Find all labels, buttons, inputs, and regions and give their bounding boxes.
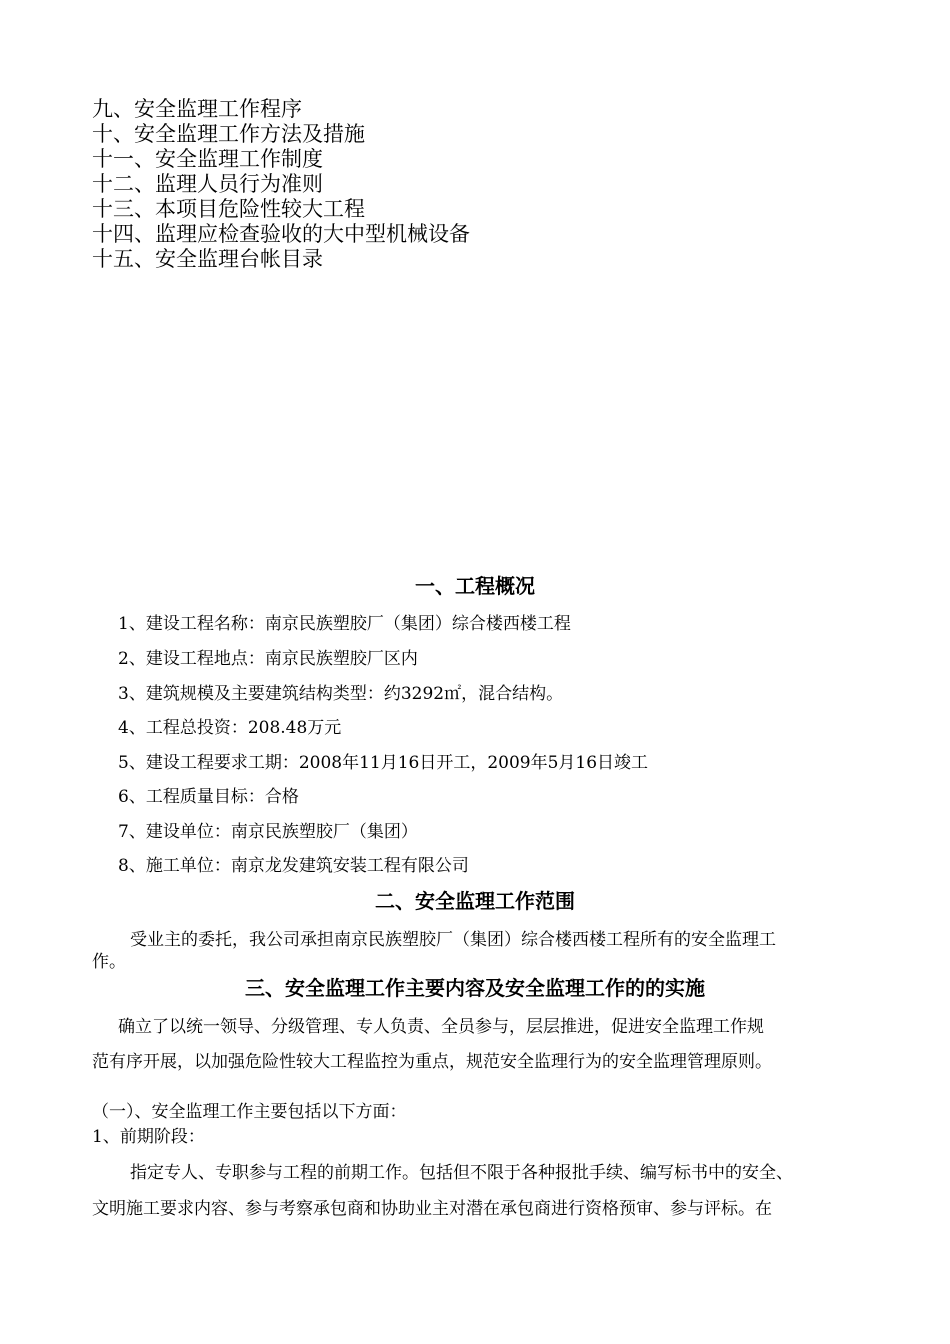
list-item: 8、施工单位：南京龙发建筑安装工程有限公司 (118, 856, 469, 876)
subheading: （一）、安全监理工作主要包括以下方面： (92, 1102, 407, 1122)
list-item: 6、工程质量目标：合格 (118, 787, 299, 807)
toc-item: 十四、监理应检查验收的大中型机械设备 (92, 222, 470, 246)
toc-item: 九、安全监理工作程序 (92, 97, 302, 121)
paragraph-line: 确立了以统一领导、分级管理、专人负责、全员参与，层层推进，促进安全监理工作规 (118, 1017, 764, 1037)
paragraph-line: 受业主的委托，我公司承担南京民族塑胶厂（集团）综合楼西楼工程所有的安全监理工 (130, 930, 776, 950)
paragraph-line: 指定专人、专职参与工程的前期工作。包括但不限于各种报批手续、编写标书中的安全、 (130, 1163, 793, 1183)
list-item: 7、建设单位：南京民族塑胶厂（集团） (118, 822, 418, 842)
list-item: 1、建设工程名称：南京民族塑胶厂（集团）综合楼西楼工程 (118, 614, 571, 634)
section-heading: 一、工程概况 (415, 574, 535, 598)
list-item: 5、建设工程要求工期：2008年11月16日开工，2009年5月16日竣工 (118, 753, 649, 773)
toc-item: 十三、本项目危险性较大工程 (92, 197, 365, 221)
paragraph-line: 作。 (92, 952, 126, 972)
section-heading: 二、安全监理工作范围 (375, 889, 575, 913)
list-item: 4、工程总投资：208.48万元 (118, 718, 342, 738)
list-item: 3、建筑规模及主要建筑结构类型：约3292㎡，混合结构。 (118, 684, 564, 704)
section-heading: 三、安全监理工作主要内容及安全监理工作的的实施 (245, 976, 705, 1000)
list-item: 2、建设工程地点：南京民族塑胶厂区内 (118, 649, 418, 669)
toc-item: 十五、安全监理台帐目录 (92, 247, 323, 271)
toc-item: 十一、安全监理工作制度 (92, 147, 323, 171)
subheading: 1、前期阶段： (92, 1127, 205, 1147)
paragraph-line: 范有序开展，以加强危险性较大工程监控为重点，规范安全监理行为的安全监理管理原则。 (92, 1052, 772, 1072)
toc-item: 十、安全监理工作方法及措施 (92, 122, 365, 146)
toc-item: 十二、监理人员行为准则 (92, 172, 323, 196)
paragraph-line: 文明施工要求内容、参与考察承包商和协助业主对潜在承包商进行资格预审、参与评标。在 (92, 1199, 772, 1219)
